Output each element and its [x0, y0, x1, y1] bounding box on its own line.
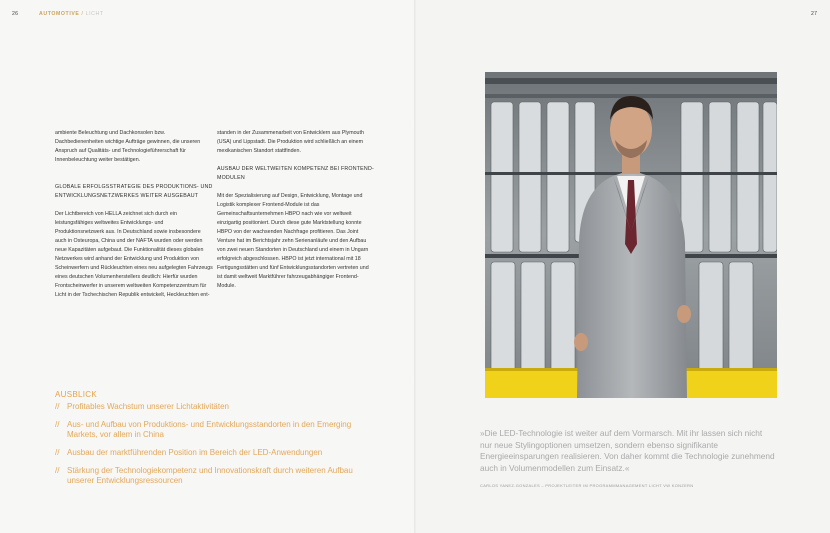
- outlook-item: [55, 466, 375, 486]
- running-head-section: AUTOMOTIVE: [39, 11, 80, 17]
- running-head-subsection: LICHT: [85, 11, 104, 17]
- bullet-slashes: //: [55, 448, 60, 457]
- outlook-item-text: Ausbau der marktführenden Position im Bereich der LED-Anwendungen: [67, 448, 323, 457]
- running-head-separator: /: [81, 11, 84, 17]
- outlook-list: [55, 402, 375, 486]
- outlook-item: [55, 448, 375, 458]
- bullet-slashes: //: [55, 402, 60, 411]
- outlook-item-text: Profitables Wachstum unserer Lichtaktivitäten: [67, 402, 229, 411]
- column1-body: Der Lichtbereich von HELLA zeichnet sich durch ein leistungsfähiges weltweites Entwicklungs- und Produktionsnetzwerk aus. In Deutschland sowie insbesondere auch in Osteuropa, China und der NAFTA wurden oder werden neue Kapazitäten aufgebaut. Die Funktionalität dieses globalen Netzwerkes wird anhand der Entwicklung und Produktion von Scheinwerfern und Rückleuchten eines neu aufgelegten Fahrzeugs eines deutschen Volumenherstellers deutlich: Hierfür wurden Frontscheinwerfer in unserem weltweiten Kompetenzzentrum für Licht in der Tschechischen Republik entwickelt, Heckleuchten ent-: [55, 211, 213, 298]
- portrait-illustration: [485, 72, 777, 398]
- bullet-slashes: //: [55, 466, 60, 475]
- column2-intro: standen in der Zusammenarbeit von Entwicklern aus Plymouth (USA) und Lippstadt. Die Produktion wird schließlich an einem mexikanischen Standort stattfinden.: [217, 130, 364, 154]
- outlook-title: AUSBLICK: [55, 390, 97, 399]
- outlook-item-text: Stärkung der Technologiekompetenz und Innovationskraft durch weiteren Aufbau unserer Entwicklungsressourcen: [67, 466, 353, 485]
- outlook-item: [55, 420, 375, 440]
- text-column-1: [55, 129, 213, 300]
- column2-heading: AUSBAU DER WELTWEITEN KOMPETENZ BEI FRONTEND-MODULEN: [217, 166, 374, 181]
- column1-heading: GLOBALE ERFOLGSSTRATEGIE DES PRODUKTIONS- UND ENTWICKLUNGSNETZWERKES WEITER AUSGEBAUT: [55, 184, 213, 199]
- outlook-item: [55, 402, 375, 412]
- outlook-item-text: Aus- und Aufbau von Produktions- und Entwicklungsstandorten in den Emerging Markets, vor allem in China: [67, 420, 352, 439]
- page-spine: [414, 0, 416, 533]
- column2-body: Mit der Spezialisierung auf Design, Entwicklung, Montage und Logistik komplexer Frontend-Module ist das Gemeinschaftsunternehmen HBPO nach wie vor weltweit einzigartig positioniert. Durch diese gute Marktstellung konnte HBPO von der wachsenden Nachfrage profitieren. Das Joint Venture hat im Berichtsjahr zehn Serienanläufe und den Aufbau von zwei neuen Standorten in Deutschland und einem in Ungarn erfolgreich abgeschlossen. HBPO ist jetzt international mit 18 Fertigungsstätten und fünf Entwicklungsstandorten vertreten und ist damit weltweit Marktführer fahrzeugabhängiger Frontend-Module.: [217, 193, 369, 289]
- page-number-left: 26: [12, 11, 19, 17]
- bullet-slashes: //: [55, 420, 60, 429]
- quote-attribution: CARLOS YANEZ-GONZALES – PROJEKTLEITER IM PROGRAMMMANAGEMENT LICHT VW KONZERN: [480, 483, 694, 488]
- running-head: [39, 11, 104, 17]
- page-number-right: 27: [811, 11, 818, 17]
- pull-quote: »Die LED-Technologie ist weiter auf dem Vormarsch. Mit ihr lassen sich nicht nur neue Stylingoptionen umsetzen, sondern ebenso signifikante Energieeinsparungen realisieren. Von daher kommt die Technologie zunehmend auch in Volumenmodellen zum Einsatz.«: [480, 428, 775, 473]
- outlook-section: [55, 390, 375, 494]
- column1-intro: ambiente Beleuchtung und Dachkonsolen bzw. Dachbedienenheiten wichtige Aufträge gewinnen, die unseren Anspruch auf Qualitäts- und Technologieführerschaft für Innenbeleuchtung weiter bestätigen.: [55, 130, 201, 163]
- portrait-photo: [485, 72, 777, 398]
- text-column-2: [217, 129, 375, 291]
